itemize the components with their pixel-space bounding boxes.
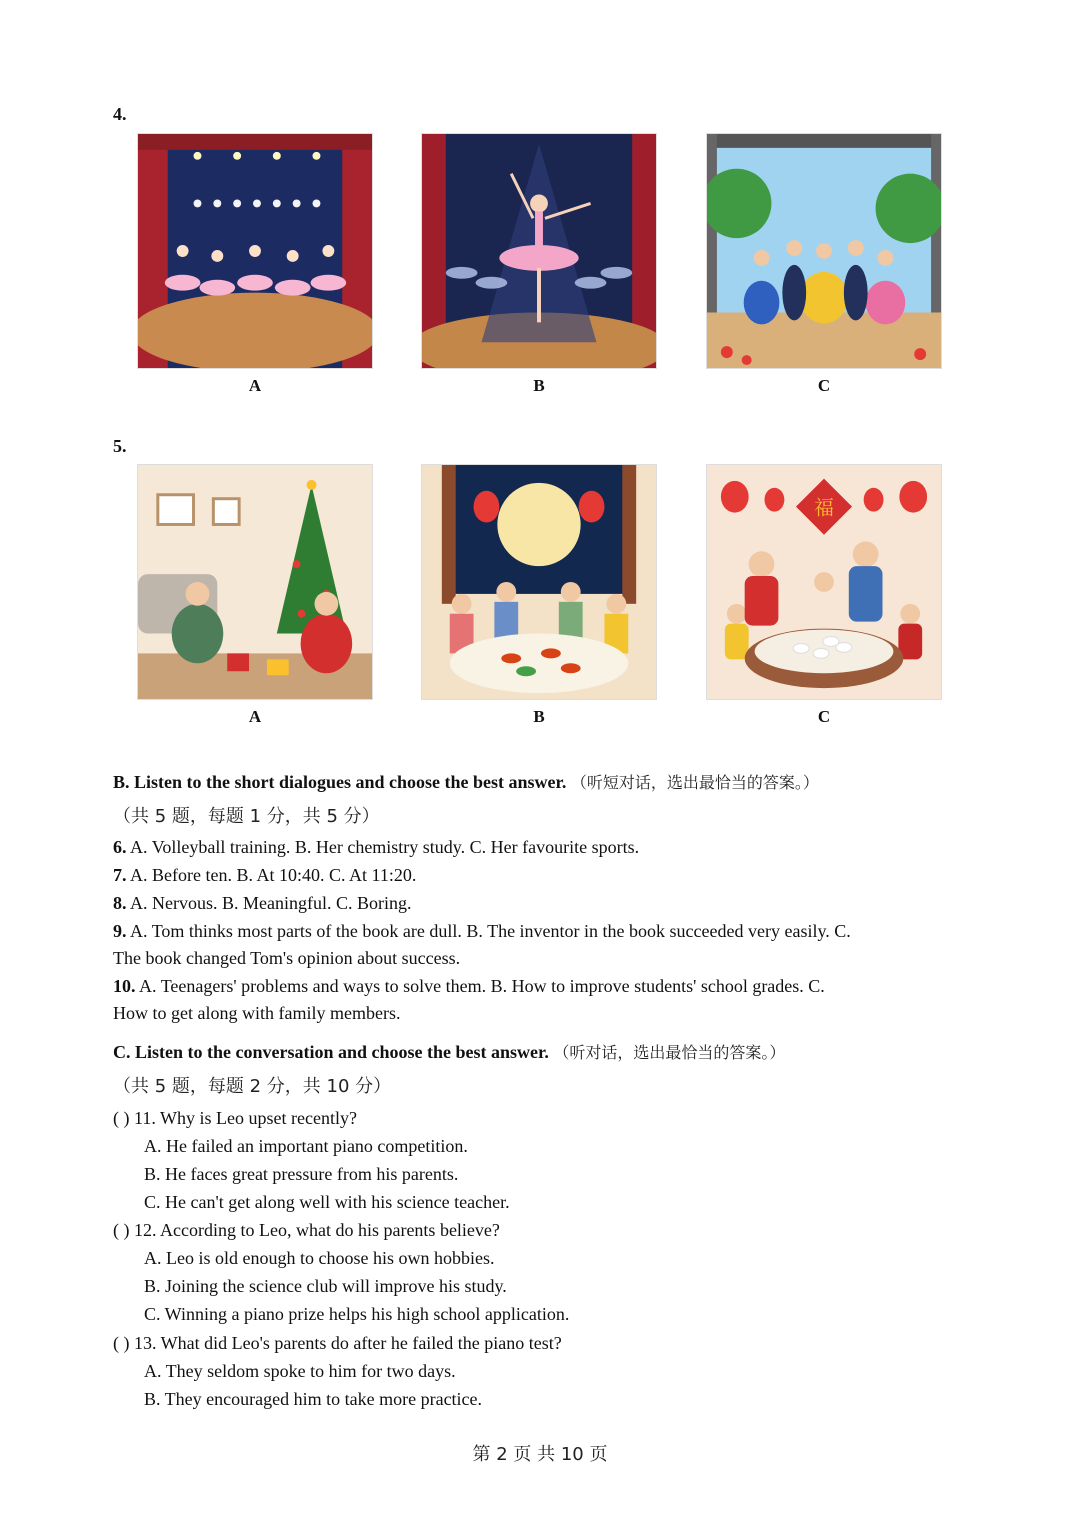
- question-8: [113, 893, 412, 914]
- question-7: [113, 865, 416, 886]
- section-c-title: C. Listen to the conversation and choose the best answer.: [113, 1042, 549, 1062]
- question-11-option-b: B. He faces great pressure from his parents.: [144, 1164, 459, 1184]
- question-6-options: A. Volleyball training. B. Her chemistry study. C. Her favourite sports.: [130, 837, 640, 857]
- mid-autumn-illustration: [422, 465, 656, 699]
- question-10: [113, 976, 825, 997]
- folk-dance-illustration: [707, 134, 941, 368]
- answer-bracket[interactable]: ( ): [113, 1108, 130, 1128]
- question-10-options: A. Teenagers' problems and ways to solve them. B. How to improve students' school grades. C.: [139, 976, 825, 996]
- question-10-continuation: How to get along with family members.: [113, 1003, 401, 1023]
- question-9-options: A. Tom thinks most parts of the book are dull. B. The inventor in the book succeeded very easily. C.: [130, 921, 851, 941]
- q4-option-a-image: [137, 133, 373, 369]
- page-footer: 第 2 页 共 10 页: [472, 1444, 608, 1465]
- question-13-option-b: B. They encouraged him to take more practice.: [144, 1389, 483, 1409]
- q4-option-b-image: [421, 133, 657, 369]
- question-11-stem: 11. Why is Leo upset recently?: [134, 1108, 357, 1128]
- question-13-stem-row: [113, 1333, 562, 1354]
- q5-option-b-label: B: [533, 707, 545, 726]
- q4-option-b-label: B: [533, 376, 545, 395]
- question-9-number: 9.: [113, 921, 127, 941]
- question-7-options: A. Before ten. B. At 10:40. C. At 11:20.: [130, 865, 417, 885]
- question-6: [113, 837, 639, 858]
- question-8-number: 8.: [113, 893, 127, 913]
- question-8-options: A. Nervous. B. Meaningful. C. Boring.: [130, 893, 412, 913]
- answer-bracket[interactable]: ( ): [113, 1220, 130, 1240]
- svg-text:福: 福: [814, 496, 834, 520]
- question-12-option-b: B. Joining the science club will improve his study.: [144, 1276, 507, 1296]
- question-11-option-c: C. He can't get along well with his science teacher.: [144, 1192, 510, 1212]
- question-12-stem: 12. According to Leo, what do his parents believe?: [134, 1220, 500, 1240]
- section-b-score: （共 5 题，每题 1 分，共 5 分）: [113, 806, 380, 827]
- q5-option-a-image: [137, 464, 373, 700]
- section-b-instruction-cn: （听短对话，选出最恰当的答案。）: [570, 773, 819, 792]
- question-12-stem-row: [113, 1220, 500, 1241]
- question-13-option-a: A. They seldom spoke to him for two days.: [144, 1361, 456, 1381]
- question-11-option-a: A. He failed an important piano competition.: [144, 1136, 468, 1156]
- question-13-stem: 13. What did Leo's parents do after he failed the piano test?: [134, 1333, 562, 1353]
- ballet-solo-illustration: [422, 134, 656, 368]
- section-c-score: （共 5 题，每题 2 分，共 10 分）: [113, 1076, 392, 1097]
- question-4-number: 4.: [113, 104, 127, 124]
- question-11-stem-row: [113, 1108, 357, 1129]
- q5-option-a-label: A: [248, 707, 262, 726]
- q5-option-c-label: C: [817, 707, 831, 726]
- question-12-option-c: C. Winning a piano prize helps his high school application.: [144, 1304, 570, 1324]
- q4-option-c-image: [706, 133, 942, 369]
- ballet-group-illustration: [138, 134, 372, 368]
- section-b-heading: [113, 770, 819, 793]
- question-6-number: 6.: [113, 837, 127, 857]
- q5-option-b-image: [421, 464, 657, 700]
- section-b-title: B. Listen to the short dialogues and choose the best answer.: [113, 772, 567, 792]
- answer-bracket[interactable]: ( ): [113, 1333, 130, 1353]
- question-12-option-a: A. Leo is old enough to choose his own hobbies.: [144, 1248, 495, 1268]
- q4-option-c-label: C: [817, 376, 831, 395]
- q5-option-c-image: [706, 464, 942, 700]
- section-c-instruction-cn: （听对话，选出最恰当的答案。）: [553, 1043, 786, 1062]
- question-9: [113, 921, 851, 942]
- question-10-number: 10.: [113, 976, 136, 996]
- question-9-continuation: The book changed Tom's opinion about success.: [113, 948, 461, 968]
- spring-festival-illustration: [707, 465, 941, 699]
- christmas-illustration: [138, 465, 372, 699]
- section-c-heading: [113, 1040, 785, 1063]
- question-5-number: 5.: [113, 436, 127, 456]
- q4-option-a-label: A: [248, 376, 262, 395]
- question-7-number: 7.: [113, 865, 127, 885]
